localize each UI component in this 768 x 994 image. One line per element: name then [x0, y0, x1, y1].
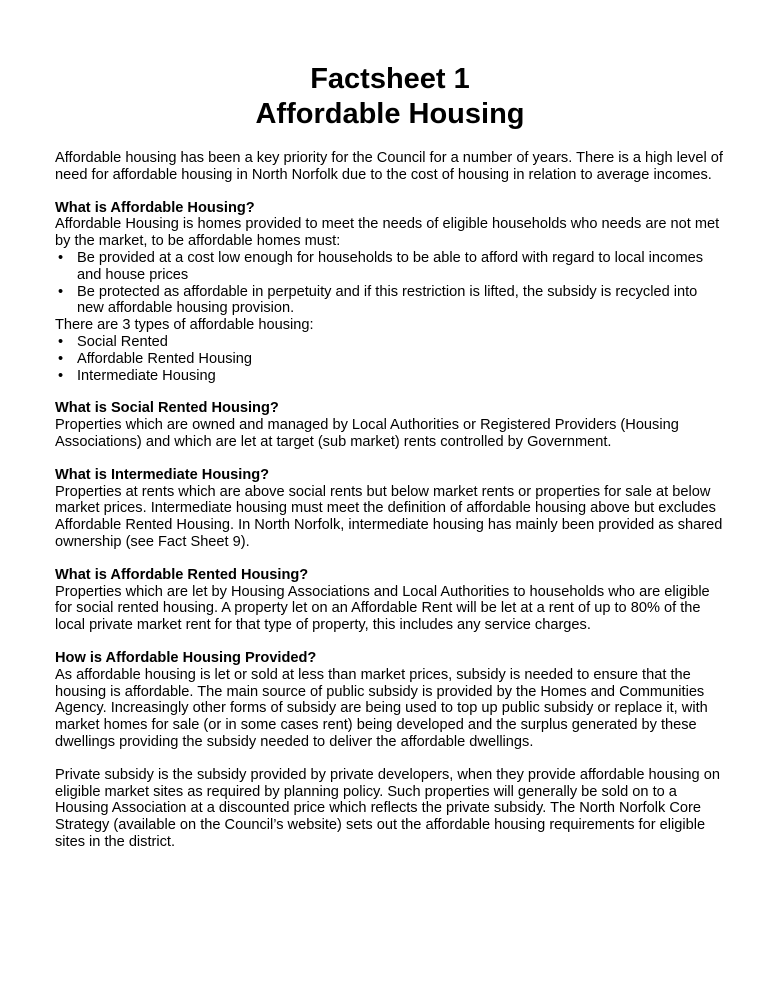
- types-intro: There are 3 types of affordable housing:: [55, 317, 314, 334]
- section-heading: What is Social Rented Housing?: [55, 400, 279, 417]
- types-list: [55, 334, 725, 384]
- section-what-is-affordable: [55, 200, 725, 385]
- section-heading: What is Affordable Housing?: [55, 199, 255, 216]
- title-line-1: Factsheet 1: [310, 63, 470, 95]
- list-item: • Social Rented: [55, 334, 725, 351]
- section-text: Properties which are let by Housing Associations and Local Authorities to households who are eligible for social rented housing. A property let on an Affordable Rent will be let at a rent of up to 80% of the local private market rent for that type of property, this includes any service charges.: [55, 583, 710, 634]
- section-heading: What is Affordable Rented Housing?: [55, 566, 309, 583]
- title-line-2: Affordable Housing: [255, 98, 525, 130]
- section-heading: What is Intermediate Housing?: [55, 466, 270, 483]
- section-heading: How is Affordable Housing Provided?: [55, 649, 317, 666]
- section-text: As affordable housing is let or sold at less than market prices, subsidy is needed to ensure that the housing is affordable. The main source of public subsidy is provided by the Homes and Communities Agency. Increasingly other forms of subsidy are being used to top up public subsidy or replace it, with market homes for sale (or in some cases rent) being developed and the surplus generated by these dwellings providing the subsidy needed to deliver the affordable dwellings.: [55, 666, 708, 750]
- factsheet-page: [55, 62, 725, 851]
- criteria-list: [55, 250, 725, 317]
- list-item: • Affordable Rented Housing: [55, 351, 725, 368]
- page-title: [55, 62, 725, 132]
- section-text: Properties which are owned and managed by Local Authorities or Registered Providers (Housing Associations) and which are let at target (sub market) rents controlled by Government.: [55, 417, 679, 450]
- section-text: Private subsidy is the subsidy provided by private developers, when they provide affordable housing on eligible market sites as required by planning policy. Such properties will generally be sold on to a Housing Association at a discounted price which reflects the private subsidy. The North Norfolk Core Strategy (available on the Council’s website) sets out the affordable housing requirements for eligible sites in the district.: [55, 766, 720, 850]
- section-private-subsidy: [55, 767, 725, 851]
- section-text: Properties at rents which are above social rents but below market rents or properties for sale at below market prices. Intermediate housing must meet the definition of affordable housing above but excludes Affordable Rented Housing. In North Norfolk, intermediate housing has mainly been provided as shared ownership (see Fact Sheet 9).: [55, 483, 723, 550]
- section-text: Affordable Housing is homes provided to meet the needs of eligible households who needs are not met by the market, to be affordable homes must:: [55, 216, 720, 250]
- list-item: • Be provided at a cost low enough for households to be able to afford with regard to local incomes and house prices: [55, 250, 725, 284]
- section-social-rented: [55, 400, 725, 450]
- list-item: • Be protected as affordable in perpetuity and if this restriction is lifted, the subsidy is recycled into new affordable housing provision.: [55, 284, 725, 318]
- section-intermediate: [55, 467, 725, 551]
- section-how-provided: [55, 650, 725, 751]
- list-item: • Intermediate Housing: [55, 368, 725, 385]
- section-affordable-rented: [55, 567, 725, 634]
- intro-paragraph: Affordable housing has been a key priority for the Council for a number of years. There is a high level of need for affordable housing in North Norfolk due to the cost of housing in relation to average incomes.: [55, 150, 723, 183]
